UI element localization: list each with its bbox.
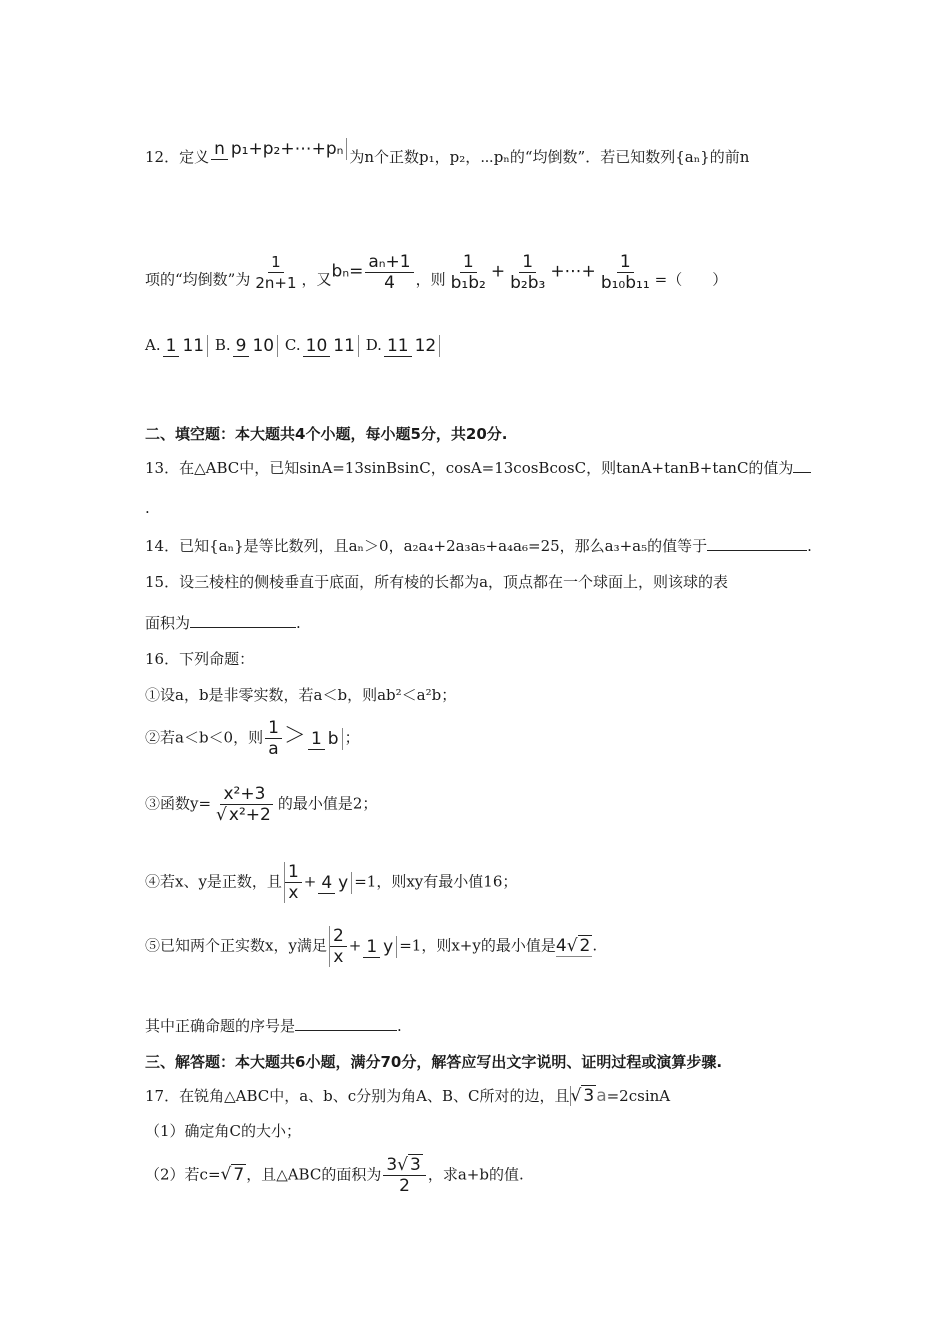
four-over-y-fraction: 4 y bbox=[318, 872, 352, 894]
answer-blank bbox=[190, 613, 296, 628]
answer-blank bbox=[707, 536, 807, 551]
q16-proposition-1: ①设a，b是非零实数，若a＜b，则ab²＜a²b； bbox=[145, 686, 457, 704]
q13-line2: . bbox=[145, 499, 150, 517]
q16-proposition-5: ⑤已知两个正实数x，y满足 $\frac{2}{x}$ + 1 y =1，则x+y的最小值是4√ 2 . bbox=[145, 926, 598, 967]
q15-line1: 15．设三棱柱的侧棱垂直于底面，所有棱的长都为a，顶点都在一个球面上，则该球的表 bbox=[145, 573, 729, 591]
q16-final-line: 其中正确命题的序号是 . bbox=[145, 1017, 402, 1035]
root-three-a: √ 3 a bbox=[570, 1086, 607, 1106]
option-d-fraction: 11 12 bbox=[384, 335, 440, 357]
sum-term-2: $\frac{1}{\text{b₂b₃}}$ bbox=[510, 252, 546, 293]
sum-term-1: $\frac{1}{\text{b₁b₂}}$ bbox=[450, 252, 486, 293]
option-c-fraction: 10 11 bbox=[303, 335, 359, 357]
q13-line1: 13．在△ABC中，已知sinA=13sinBsinC，cosA=13cosBcosC，则tanA+tanB+tanC的值为 bbox=[145, 457, 811, 479]
four-root-two: 4√ 2 bbox=[555, 935, 591, 956]
q12-line2: 项的“均倒数”为 $\frac{1}{2n+1}$ ，又bₙ= $\frac{\text{aₙ+1}}{4}$ ，则 $\frac{1}{\text{b₁b₂}}$ + $\frac{1}{\text{b₂b₃}}$ +⋯+ $\frac{1}{\text{b₁₀b₁₁}}$ =（ ） bbox=[145, 252, 728, 293]
area-fraction: $\frac{3√ 3}{2}$ bbox=[383, 1155, 426, 1196]
q16-proposition-3: ③函数y= $\frac{\text{x²+3}}{\text{√ x²+2}}$ 的最小值是2； bbox=[145, 784, 378, 825]
sum-term-3: $\frac{1}{\text{b₁₀b₁₁}}$ bbox=[600, 252, 650, 293]
section-2-heading: 二、填空题：本大题共4个小题，每小题5分，共20分. bbox=[145, 425, 508, 443]
answer-blank bbox=[295, 1016, 397, 1031]
q17-line1: 17．在锐角△ABC中，a、b、c分别为角A、B、C所对的边，且√ 3 a=2csinA bbox=[145, 1086, 671, 1106]
q14-line: 14．已知{aₙ}是等比数列，且aₙ＞0，a₂a₄+2a₃a₅+a₄a₆=25，那么a₃+a₅的值等于 . bbox=[145, 537, 812, 555]
section-3-heading: 三、解答题：本大题共6小题，满分70分，解答应写出文字说明、证明过程或演算步骤. bbox=[145, 1053, 723, 1071]
fraction-1-over-2n-plus-1: $\frac{1}{2n+1}$ bbox=[255, 253, 297, 292]
q16-title: 16．下列命题： bbox=[145, 650, 255, 668]
average-definition-fraction: n p₁+p₂+⋯+pₙ bbox=[211, 138, 347, 160]
bn-fraction: $\frac{\text{aₙ+1}}{4}$ bbox=[365, 252, 413, 293]
two-over-x-fraction: $\frac{2}{x}$ bbox=[329, 926, 347, 967]
one-over-b-fraction: 1 b bbox=[308, 728, 343, 750]
one-over-a-fraction: $\frac{1}{a}$ bbox=[265, 718, 282, 759]
q16-proposition-2: ②若a＜b＜0，则 $\frac{1}{a}$ ＞ 1 b ； bbox=[145, 718, 360, 759]
q12-options: A. 1 11 B. 9 10 C. 10 11 D. 11 12 bbox=[145, 334, 442, 357]
function-fraction: $\frac{\text{x²+3}}{\text{√ x²+2}}$ bbox=[213, 784, 276, 825]
q12-line1: 12．定义 n p₁+p₂+⋯+pₙ 为n个正数p₁，p₂，⋯pₙ的“均倒数”．若已知数列{aₙ}的前n bbox=[145, 139, 750, 166]
q16-proposition-4: ④若x、y是正数，且 $\frac{1}{x}$ + 4 y =1，则xy有最小值16； bbox=[145, 862, 518, 903]
answer-blank bbox=[793, 458, 811, 473]
option-a-fraction: 1 11 bbox=[163, 335, 208, 357]
q17-part2: （2）若c=√ 7 ，且△ABC的面积为 $\frac{3√ 3}{2}$ ，求a+b的值. bbox=[145, 1155, 524, 1196]
sqrt-denominator: √ x²+2 bbox=[216, 805, 271, 825]
q15-line2: 面积为 . bbox=[145, 614, 301, 632]
q17-part1: （1）确定角C的大小； bbox=[145, 1122, 302, 1140]
option-b-fraction: 9 10 bbox=[233, 335, 278, 357]
one-over-x-fraction: $\frac{1}{x}$ bbox=[284, 862, 302, 903]
root-seven: √ 7 bbox=[220, 1164, 245, 1185]
one-over-y-fraction: 1 y bbox=[363, 936, 397, 958]
